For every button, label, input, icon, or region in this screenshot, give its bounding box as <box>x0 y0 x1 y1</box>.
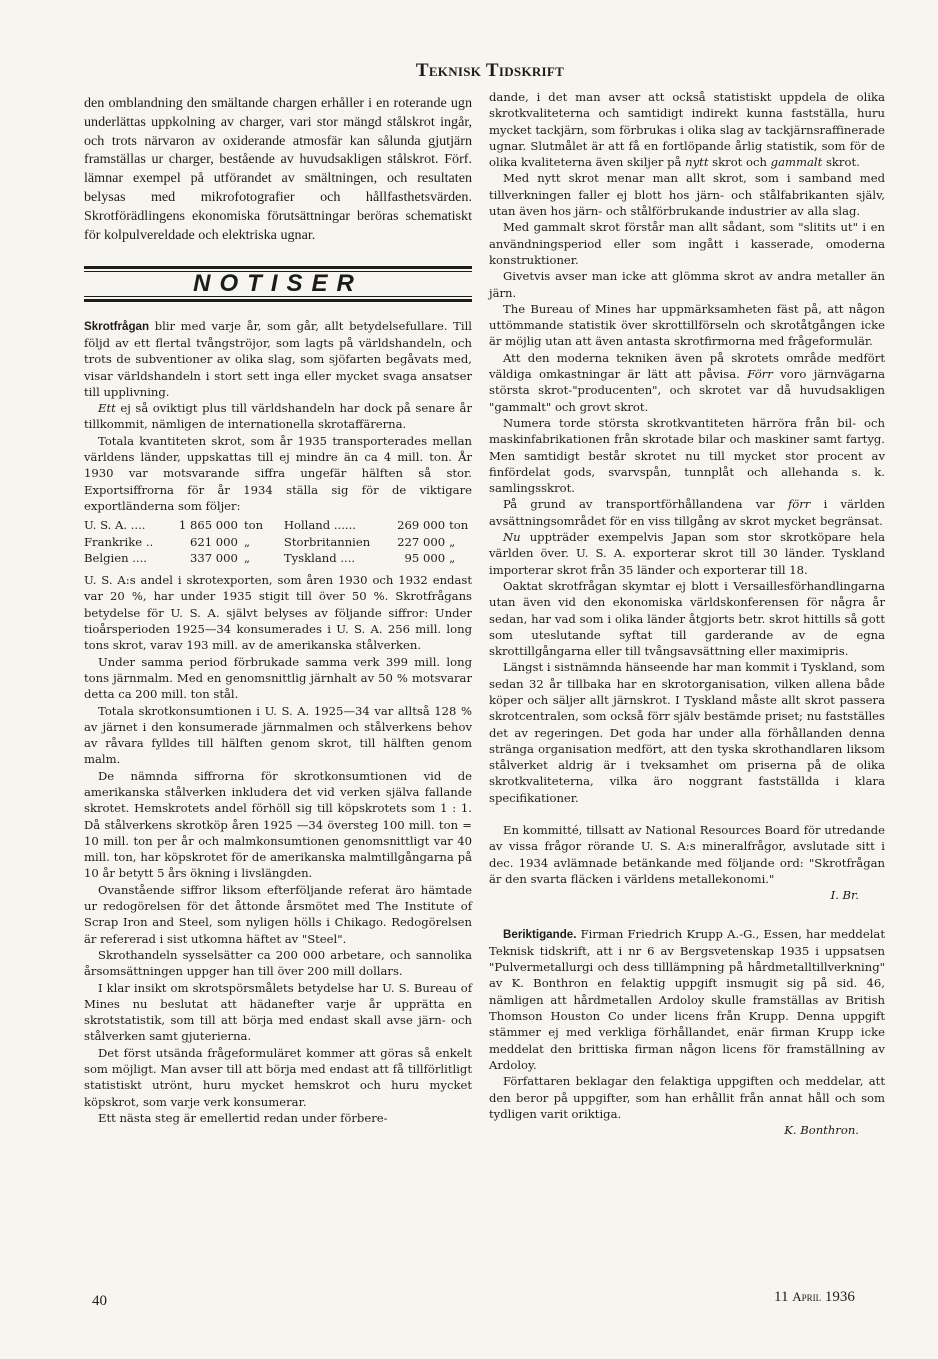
intro-section <box>84 94 472 244</box>
table-cell: Belgien .... <box>84 550 147 565</box>
article-text: voro järnvägarna största skrot-"producenten", och skrotet var då huvudsakligen "gammalt" och grovt skrot. <box>489 367 886 414</box>
article-paragraph <box>489 926 885 1074</box>
table-cell: „ <box>449 534 456 549</box>
article-paragraph: Ett nästa steg är emellertid redan under förbere- <box>98 1110 388 1125</box>
export-table <box>84 517 472 566</box>
article-lead: Beriktigande. <box>503 927 577 941</box>
date-month: April <box>792 1289 822 1304</box>
article-paragraph: Under samma period förbrukade samma verk 399 mill. long tons järnmalm. Med en genomsnittlig järnhalt av 50 % motsvarar detta ca 200 mill. ton stål. <box>84 654 472 702</box>
article-paragraph <box>489 529 885 578</box>
table-cell: 621 000 <box>189 534 238 549</box>
article-paragraph: Totala kvantiteten skrot, som år 1935 transporterades mellan världens länder, uppskattas till ej mindre än ca 4 mill. ton. År 1930 var motsvarande siffra ungefär hälften så stor. Exportsiffrorna för år 1934 ställa sig för de viktigare exportländerna som följer: <box>84 433 472 513</box>
article-paragraph: Författaren beklagar den felaktiga uppgiften och meddelar, att den beror på uppgifter, som han erhållit från annat håll och som tydligen varit oriktiga. <box>489 1074 885 1121</box>
article-text: dande, i det man avser att också statistiskt uppdela de olika skrotkvaliteterna och samtidigt indirekt kunna fastställa, huru mycket tackjärn, som förbrukas i olika slag av tackjärnsraffinerade ugnar. Slutmålet är att få en fortlöpande årlig statistik, som för de olika kvaliteterna även skiljer på <box>489 90 885 170</box>
italic-word: Förr <box>747 367 773 382</box>
right-column <box>489 89 885 1138</box>
article-paragraph: The Bureau of Mines har uppmärksamheten fäst på, att någon uttömmande statistik över skrottillförseln och skrotåtgången icke är möjlig utan att även antasta skrotfirmorna med frågeformulär. <box>489 301 885 349</box>
article-paragraph <box>489 496 885 529</box>
article-paragraph: Längst i sistnämnda hänseende har man kommit i Tyskland, som sedan 32 år tillbaka har en skrotorganisation, vilken allena både köper och säljer allt järnskrot. I Tyskland måste allt skrot passera skrotcentralen, som också förr själv bestämde priset; nu fastställes det av regeringen. Det goda har under alla förhållanden denna stränga organisation medfört, att den tyska skrothandlaren liksom stålverket aldrig är i tveksamhet om priserna på de olika skrotkvaliteterna, vilka äro noggrant fastställda i klara specifikationer. <box>489 660 885 805</box>
article-paragraph: Givetvis avser man icke att glömma skrot av andra metaller än järn. <box>489 269 885 300</box>
article-paragraph: Skrothandeln sysselsätter ca 200 000 arbetare, och sannolika årsomsättningen uppger han till över 200 mill dollars. <box>84 947 472 979</box>
article-text: blir med varje år, som går, allt betydelsefullare. Till följd av ett flertal tvångströjor, som lagts på världshandeln, och trots de subventioner av olika slag, som sjöfarten begåvats med, visar världshandeln i stort sett inga eller mycket svaga ansatser till upplivning. <box>84 318 472 399</box>
intro-paragraph: den omblandning den smältande chargen erhåller i en roterande ugn underlättas uppkolning av charger, vari stor mängd stålskrot ingår, och trots närvaron av oxiderande atmosfär kan sålunda gjutjärn framställas ur charger, bestående av huvudsakligen stålskrot. Förf. lämnar exempel på utförandet av smältningen, och resultaten belysas med mikrofotografier och hållfasthetsvärden. Skrotförädlingens ekonomiska förutsättningar beröras schematiskt för kolpulvereldade och elektriska ugnar. <box>84 95 472 243</box>
left-column <box>84 94 472 1126</box>
article-paragraph <box>489 350 885 415</box>
article-paragraph: De nämnda siffrorna för skrotkonsumtionen vid de amerikanska stålverken inkludera det vid verken själva fallande skrotet. Hemskrotets andel förhöll sig till köpskrotets som 1 : 1. Då stålverkens skrotköp åren 1925 —34 översteg 100 mill. ton = 10 mill. ton per år och malmkonsumtionen genomsnittligt var 40 mill. ton, har köpskrotet för de amerikanska malmtillgångarna på 10 år betytt 5 års ökning i livslängden. <box>84 768 472 881</box>
table-cell: Frankrike .. <box>84 534 154 549</box>
article-paragraph <box>489 89 885 170</box>
italic-word: gammalt <box>770 155 823 170</box>
signature: K. Bonthron. <box>784 1123 859 1138</box>
article-paragraph: Numera torde största skrotkvantiteten härröra från bil- och maskinfabrikationen från skrotade bilar och maskiner samt fartyg. Men samtidigt består skrotet nu till mycket stor procent av finfördelat gods, svarvspån, tunnplåt och allehanda s. k. samlingsskrot. <box>489 415 885 496</box>
table-cell: 337 000 <box>189 550 238 565</box>
table-cell: „ <box>449 550 456 565</box>
section-heading: NOTISER <box>193 270 363 298</box>
journal-masthead: Teknisk Tidskrift <box>415 60 565 81</box>
table-cell: 1 865 000 <box>178 518 238 533</box>
spacer <box>489 904 885 926</box>
article-lead: Skrotfrågan <box>84 319 150 333</box>
article-paragraph: Med gammalt skrot förstår man allt sådant, som "slitits ut" i en användningsperiod eller som ingått i kasserade, omoderna konstruktioner. <box>489 220 885 267</box>
table-cell: Tyskland .... <box>283 550 356 565</box>
table-cell: 269 000 <box>397 518 446 533</box>
article-paragraph: I klar insikt om skrotspörsmålets betydelse har U. S. Bureau of Mines nu beslutat att hädanefter varje år upprätta en skrotstatistik, som till att börja med endast skall avse järn- och stålverken samt gjuterierna. <box>84 980 472 1044</box>
article-paragraph <box>84 400 472 433</box>
table-cell: 227 000 <box>397 534 446 549</box>
table-cell: ton <box>243 518 264 533</box>
article-text: skrot och <box>712 155 767 170</box>
article-paragraph: U. S. A:s andel i skrotexporten, som åren 1930 och 1932 endast var 20 %, har under 1935 stigit till över 50 %. Skrotfrågans betydelse för U. S. A. självt belyses av följande siffror: Under tioårsperioden 1925—34 konsumerades i U. S. A. 256 mill. long tons skrot, varav 193 mill. av de amerikanska stålverken. <box>84 573 472 653</box>
italic-word: Ett <box>98 401 116 416</box>
table-row <box>84 550 472 566</box>
table-row <box>84 534 472 550</box>
article-paragraph: Ovanstående siffror liksom efterföljande referat äro hämtade ur redogörelsen för det åttonde årsmötet med The Institute of Scrap Iron and Steel, som nyligen hölls i Chikago. Redogörelsen är refererad i sist utkomna häftet av "Steel". <box>84 882 472 946</box>
table-cell: ton <box>449 518 469 533</box>
signature: I. Br. <box>830 888 859 903</box>
article-paragraph <box>84 318 472 400</box>
rule-top-thick <box>84 266 472 269</box>
italic-word: Nu <box>503 530 521 545</box>
article-paragraph: En kommitté, tillsatt av National Resources Board för utredande av vissa frågor rörande U. S. A:s mineralfrågor, avslutade sitt i dec. 1934 avlämnade betänkande med följande ord: "Skrotfrågan är den svarta fläcken i världens metallekonomi." <box>489 823 885 886</box>
page-number: 40 <box>92 1293 107 1309</box>
notiser-banner <box>84 266 472 301</box>
spacer <box>489 806 885 822</box>
article-text: uppträder exempelvis Japan som stor skrotköpare hela världen över. U. S. A. exporterar skrot till 30 länder. Tyskland importerar skrot från 35 länder och exporterar till 18. <box>489 530 885 577</box>
italic-word: förr <box>787 497 811 512</box>
table-cell: 95 000 <box>404 550 446 565</box>
table-cell: Storbritannien <box>283 534 371 549</box>
article-paragraph: Oaktat skrotfrågan skymtar ej blott i Versaillesförhandlingarna utan även vid den ekonomiska världskonferensen för några år sedan, har vad som i olika länder åtgjorts betr. skrot hittills så gott som uteslutande syftat till garderande av de egna skrottillgångarna eller till tvångsavsättning eller maximipris. <box>489 578 885 659</box>
article-paragraph: Med nytt skrot menar man allt skrot, som i samband med tillverkningen faller ej blott hos järn- och stålfabrikanten själv, utan även hos järn- och stålförbrukande industrier av alla slag. <box>489 171 885 219</box>
article-text: På grund av transportförhållandena var <box>503 497 775 512</box>
rule-bottom-thick <box>84 299 472 302</box>
table-cell: U. S. A. .... <box>84 518 146 533</box>
table-row <box>84 517 472 533</box>
date-day: 11 <box>774 1289 789 1305</box>
table-cell: „ <box>243 534 250 549</box>
table-cell: Holland ...... <box>283 518 356 533</box>
article-text: ej så oviktigt plus till världshandeln har dock på senare år tillkommit, nämligen de internationella skrotaffärerna. <box>84 401 472 432</box>
italic-word: nytt <box>685 155 709 170</box>
article-text: skrot. <box>825 155 860 170</box>
article-text: Firman Friedrich Krupp A.-G., Essen, har meddelat Teknisk tidskrift, att i nr 6 av Bergsvetenskap 1935 i uppsatsen "Pulvermetallurgi och dess tilllämpning på hårdmetalltillverkning" av K. Bonthron en felaktig uppgift insmugit sig på sid. 46, nämligen att hårdmetallen Ardoloy skulle framställas av British Thomson Houston Co under licens från Krupp. Denna uppgift stämmer ej med verkliga förhållandet, enär firman Krupp icke meddelat den brittiska firman någon licens för framställning av Ardoloy. <box>489 926 885 1072</box>
article-text: Att den moderna tekniken även på skrotets område medfört väldiga omkastningar är lätt att påvisa. <box>489 350 885 382</box>
article-paragraph: Totala skrotkonsumtionen i U. S. A. 1925—34 var alltså 128 % av järnet i den konsumerade järnmalmen och stålverkens behov av råvara fylldes till hälften genom skrot, till hälften genom malm. <box>84 703 472 767</box>
article-paragraph: Det först utsända frågeformuläret kommer att göras så enkelt som möjligt. Man avser till att börja med endast att få tillförlitligt statistiskt utrönt, huru mycket hemskrot och huru mycket köpskrot, som varje verk konsumerar. <box>84 1045 472 1109</box>
article-text: i världen avsättningsområdet för en viss tillgång av skrot mycket begränsat. <box>489 497 886 528</box>
issue-date <box>774 1289 855 1306</box>
date-year: 1936 <box>824 1289 855 1305</box>
table-cell: „ <box>243 550 250 565</box>
